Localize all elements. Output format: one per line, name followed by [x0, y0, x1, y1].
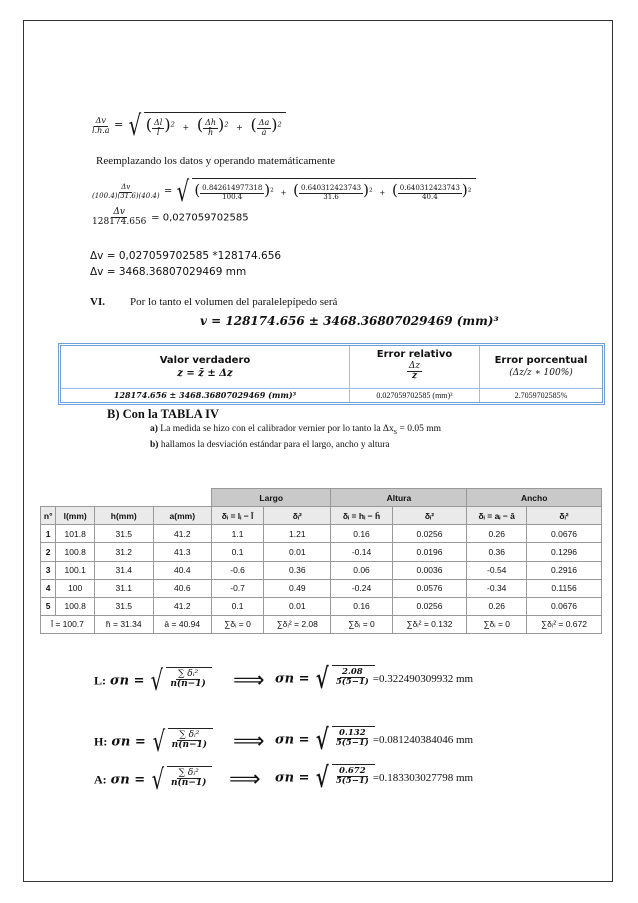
sigma-row-h: H: σn = √ $\frac{\text{∑ δᵢ²}}{n(n-1)}$ [94, 728, 213, 756]
top-term1-den: l̄ [156, 127, 160, 137]
table-cell: 0.0676 [527, 597, 602, 615]
table-cell: 0.26 [467, 525, 527, 543]
table-cell: 100.8 [56, 543, 95, 561]
table-cell: 31.5 [95, 525, 154, 543]
table-cell: 5 [41, 597, 56, 615]
result-den: 128174.656 [92, 217, 147, 228]
table-cell: 41.3 [153, 543, 212, 561]
top-plus1: + [182, 123, 190, 132]
sub-plus1: + [280, 189, 287, 197]
summary-header-true-value [61, 346, 350, 389]
sigma-a-num: 0.672 [339, 766, 366, 776]
sigma-l-lhs: σn = [110, 673, 145, 689]
sigma-h-den: 5(5−1) [335, 737, 369, 748]
col-header: a(mm) [153, 507, 212, 525]
table-cell: 0.1 [212, 543, 264, 561]
table-cell: 0.49 [264, 579, 331, 597]
table-cell: -0.6 [212, 561, 264, 579]
sub-lhs-den: (100.4)(31.6)(40.4) [92, 191, 160, 200]
sigma-l-gen-num: ∑ δᵢ² [177, 669, 199, 679]
footer-sum-delta-h: ∑δᵢ = 0 [331, 615, 392, 633]
formula-substituted: $\frac{\Delta v}{(100.4)(31.6)(40.4)}$ = √ ( $\frac{0.842614977318}{100.4}$ )$^2$ + ( $\frac{0.640312423743}{31.6}$ )$^2$ + ( $\frac{0.640312423743}{40.4}$ )$^2$ [90, 178, 476, 206]
top-plus2: + [236, 123, 243, 132]
table-cell: 0.0576 [392, 579, 467, 597]
sigma-a-gen-den: n(n−1) [170, 778, 207, 789]
sigma-l-result: σn = √ $\frac{2.08}{5(5-1)}$ =0.322490309932 mm [275, 662, 474, 695]
sub-plus2: + [379, 189, 386, 197]
sigma-h-lhs: σn = [111, 734, 146, 750]
top-term2-num: Δh [205, 118, 216, 128]
top-exp3: 2 [277, 120, 282, 129]
sigma-a-value: =0.183303027798 mm [372, 772, 474, 784]
summary-header-percent-error-formula: (Δz/z ∗ 100%) [509, 368, 573, 378]
table-cell: 0.36 [467, 543, 527, 561]
table-cell: 0.01 [264, 543, 331, 561]
table-cell: 4 [41, 579, 56, 597]
item-a-sub: S [393, 429, 398, 436]
table-cell: 41.2 [153, 597, 212, 615]
sigma-a-result: σn = √ $\frac{0.672}{5(5-1)}$ =0.183303027798 mm [275, 761, 474, 794]
table-cell: 0.1156 [527, 579, 602, 597]
table-cell: 100.8 [56, 597, 95, 615]
table-cell: 0.0256 [392, 525, 467, 543]
footer-mean-l: l̄ = 100.7 [41, 615, 95, 633]
volume-formula: v = 128174.656 ± 3468.36807029469 (mm)³ [200, 314, 499, 328]
sub-exp3: 2 [467, 187, 472, 194]
sigma-h-gen-num: ∑ δᵢ² [179, 730, 200, 740]
col-header: l(mm) [56, 507, 95, 525]
col-header: δᵢ = lᵢ − l̄ [212, 507, 264, 525]
sigma-h-num: 0.132 [339, 728, 366, 738]
top-term2-den: h̄ [207, 127, 214, 137]
footer-mean-h: h̄ = 31.34 [95, 615, 154, 633]
formula-top-lhs-num: Δv [95, 116, 106, 126]
table-cell: 0.36 [264, 561, 331, 579]
table-cell: 1 [41, 525, 56, 543]
data-table [40, 488, 602, 634]
sub-exp1: 2 [270, 187, 274, 194]
formula-top-lhs-den: l.h.a [92, 125, 110, 135]
col-header: δᵢ² [264, 507, 331, 525]
result-num: Δv [113, 207, 125, 217]
sigma-h-lhs-2: σn = [275, 732, 310, 748]
sub-term3-num: 0.640312423743 [399, 184, 460, 193]
sigma-l-label: L: [94, 673, 106, 688]
table-cell: 3 [41, 561, 56, 579]
table-cell: -0.54 [467, 561, 527, 579]
rel-err-num: Δz [408, 361, 421, 371]
col-header: δᵢ = hᵢ − h̄ [331, 507, 392, 525]
summary-header-relative-error [350, 346, 480, 389]
table-cell: -0.24 [331, 579, 392, 597]
table-footer-row [41, 615, 602, 633]
item-b-label: b) [150, 440, 159, 450]
table-row [41, 597, 602, 615]
sigma-row-l: L: σn = √ $\frac{\text{∑ δᵢ²}}{n(n-1)}$ [94, 667, 212, 695]
table-cell: -0.7 [212, 579, 264, 597]
summary-header-true-value-formula: z = z̄ ± Δz [177, 368, 233, 379]
table-cell: 0.0196 [392, 543, 467, 561]
group-header-largo: Largo [212, 489, 331, 507]
col-header: δᵢ = aᵢ − ā [467, 507, 527, 525]
summary-header-relative-error-title: Error relativo [376, 349, 453, 360]
sigma-a-label: A: [94, 772, 107, 787]
summary-header-percent-error-title: Error porcentual [494, 355, 588, 366]
table-cell: 100 [56, 579, 95, 597]
rel-err-den: z [411, 371, 418, 382]
table-cell: 31.5 [95, 597, 154, 615]
formula-top: $\frac{\Delta v}{l.h.a}$ = √ ( $\frac{\Delta l}{l̄}$ )$^2$ + ( $\frac{\Delta h}{h̄}$ )$^2$ + ( $\frac{\Delta a}{ā}$ )$^2$ [90, 112, 286, 140]
summary-cell-true-value: 128174.656 ± 3468.36807029469 (mm)³ [61, 389, 350, 402]
result-value: = 0,027059702585 [151, 212, 249, 224]
top-exp1: 2 [170, 120, 175, 129]
sub-term3-den: 40.4 [422, 192, 438, 201]
section-vi-text: Por lo tanto el volumen del paralelepípedo será [130, 296, 338, 308]
col-header: n° [41, 507, 56, 525]
sigma-l-value: =0.322490309932 mm [372, 673, 474, 685]
table-cell: 31.4 [95, 561, 154, 579]
table-row [41, 543, 602, 561]
table-cell: 0.1296 [527, 543, 602, 561]
table-cell: 0.0036 [392, 561, 467, 579]
top-term3-den: ā [261, 127, 267, 137]
result-line [90, 208, 249, 228]
table-cell: 0.06 [331, 561, 392, 579]
sub-term2-den: 31.6 [323, 192, 339, 201]
table-cell: 31.2 [95, 543, 154, 561]
table-cell: 2 [41, 543, 56, 561]
sigma-h-gen-den: n(n−1) [171, 740, 208, 751]
sigma-h-value: =0.081240384046 mm [372, 734, 474, 746]
footer-sum-delta2-l: ∑δᵢ² = 2.08 [264, 615, 331, 633]
footer-sum-delta-a: ∑δᵢ = 0 [467, 615, 527, 633]
table-cell: 100.1 [56, 561, 95, 579]
table-cell: 0.16 [331, 597, 392, 615]
table-cell: 41.2 [153, 525, 212, 543]
table-cell: 0.16 [331, 525, 392, 543]
section-b-item-b [150, 440, 390, 450]
sigma-a-gen-num: ∑ δᵢ² [178, 768, 199, 778]
table-cell: 0.0676 [527, 525, 602, 543]
footer-mean-a: ā = 40.94 [153, 615, 212, 633]
col-header: δᵢ² [392, 507, 467, 525]
footer-sum-delta2-a: ∑δᵢ² = 0.672 [527, 615, 602, 633]
sigma-l-lhs-2: σn = [275, 671, 310, 687]
table-row [41, 579, 602, 597]
sigma-h-result: σn = √ $\frac{0.132}{5(5-1)}$ =0.081240384046 mm [275, 723, 474, 756]
section-b-item-a [150, 424, 441, 436]
top-term3-num: Δa [258, 118, 270, 128]
footer-sum-delta2-h: ∑δᵢ² = 0.132 [392, 615, 467, 633]
table-row [41, 561, 602, 579]
table-row [41, 525, 602, 543]
replacing-text: Reemplazando los datos y operando matemáticamente [96, 155, 336, 167]
sigma-l-num: 2.08 [341, 667, 363, 677]
table-cell: 40.6 [153, 579, 212, 597]
summary-table [58, 343, 605, 405]
sub-term1-num: 0.842614977318 [202, 184, 263, 193]
table-cell: 0.26 [467, 597, 527, 615]
table-cell: 1.21 [264, 525, 331, 543]
sigma-a-lhs-2: σn = [275, 770, 310, 786]
group-header-altura: Altura [331, 489, 467, 507]
sigma-a-lhs: σn = [110, 772, 146, 788]
footer-sum-delta-l: ∑δᵢ = 0 [212, 615, 264, 633]
item-b-text: hallamos la desviación estándar para el largo, ancho y altura [160, 440, 390, 450]
data-table-corner [41, 489, 212, 507]
table-cell: 1.1 [212, 525, 264, 543]
table-cell: 0.0256 [392, 597, 467, 615]
sub-term1-den: 100.4 [222, 192, 243, 201]
dv-line-1: Δv = 0,027059702585 *128174.656 [90, 250, 282, 262]
table-cell: 0.2916 [527, 561, 602, 579]
sigma-l-den: 5(5−1) [335, 676, 369, 687]
table-cell: 0.1 [212, 597, 264, 615]
implies-arrow-icon: ⟹ [233, 729, 265, 754]
table-cell: 31.1 [95, 579, 154, 597]
top-exp2: 2 [224, 120, 229, 129]
item-a-end: = 0.05 mm [397, 424, 442, 434]
dv-line-2: Δv = 3468.36807029469 mm [90, 266, 247, 278]
sigma-h-label: H: [94, 734, 108, 749]
sub-term2-num: 0.640312423743 [300, 184, 362, 193]
implies-arrow-icon: ⟹ [233, 668, 265, 693]
item-a-text: La medida se hizo con el calibrador vernier por lo tanto la Δx [160, 424, 394, 434]
summary-cell-percent-error: 2.7059702585% [514, 391, 568, 400]
item-a-label: a) [150, 424, 158, 434]
top-term1-num: Δl [153, 118, 163, 128]
sigma-l-gen-den: n(n−1) [170, 679, 206, 690]
col-header: δᵢ² [527, 507, 602, 525]
sigma-a-den: 5(5−1) [335, 775, 369, 786]
sub-exp2: 2 [368, 187, 373, 194]
col-header: h(mm) [95, 507, 154, 525]
sub-lhs-num: Δv [121, 183, 131, 192]
table-cell: -0.34 [467, 579, 527, 597]
sigma-row-a: A: σn = √ $\frac{\text{∑ δᵢ²}}{n(n-1)}$ [94, 766, 212, 794]
section-b-title: B) Con la TABLA IV [107, 407, 220, 421]
implies-arrow-icon: ⟹ [229, 767, 261, 792]
group-header-ancho: Ancho [467, 489, 602, 507]
summary-cell-relative-error: 0.027059702585 (mm)³ [350, 389, 480, 402]
table-cell: 40.4 [153, 561, 212, 579]
table-cell: 0.01 [264, 597, 331, 615]
table-cell: 101.8 [56, 525, 95, 543]
summary-header-percent-error [480, 346, 602, 389]
table-cell: -0.14 [331, 543, 392, 561]
summary-header-true-value-title: Valor verdadero [159, 355, 251, 366]
section-vi-numeral: VI. [90, 296, 105, 308]
